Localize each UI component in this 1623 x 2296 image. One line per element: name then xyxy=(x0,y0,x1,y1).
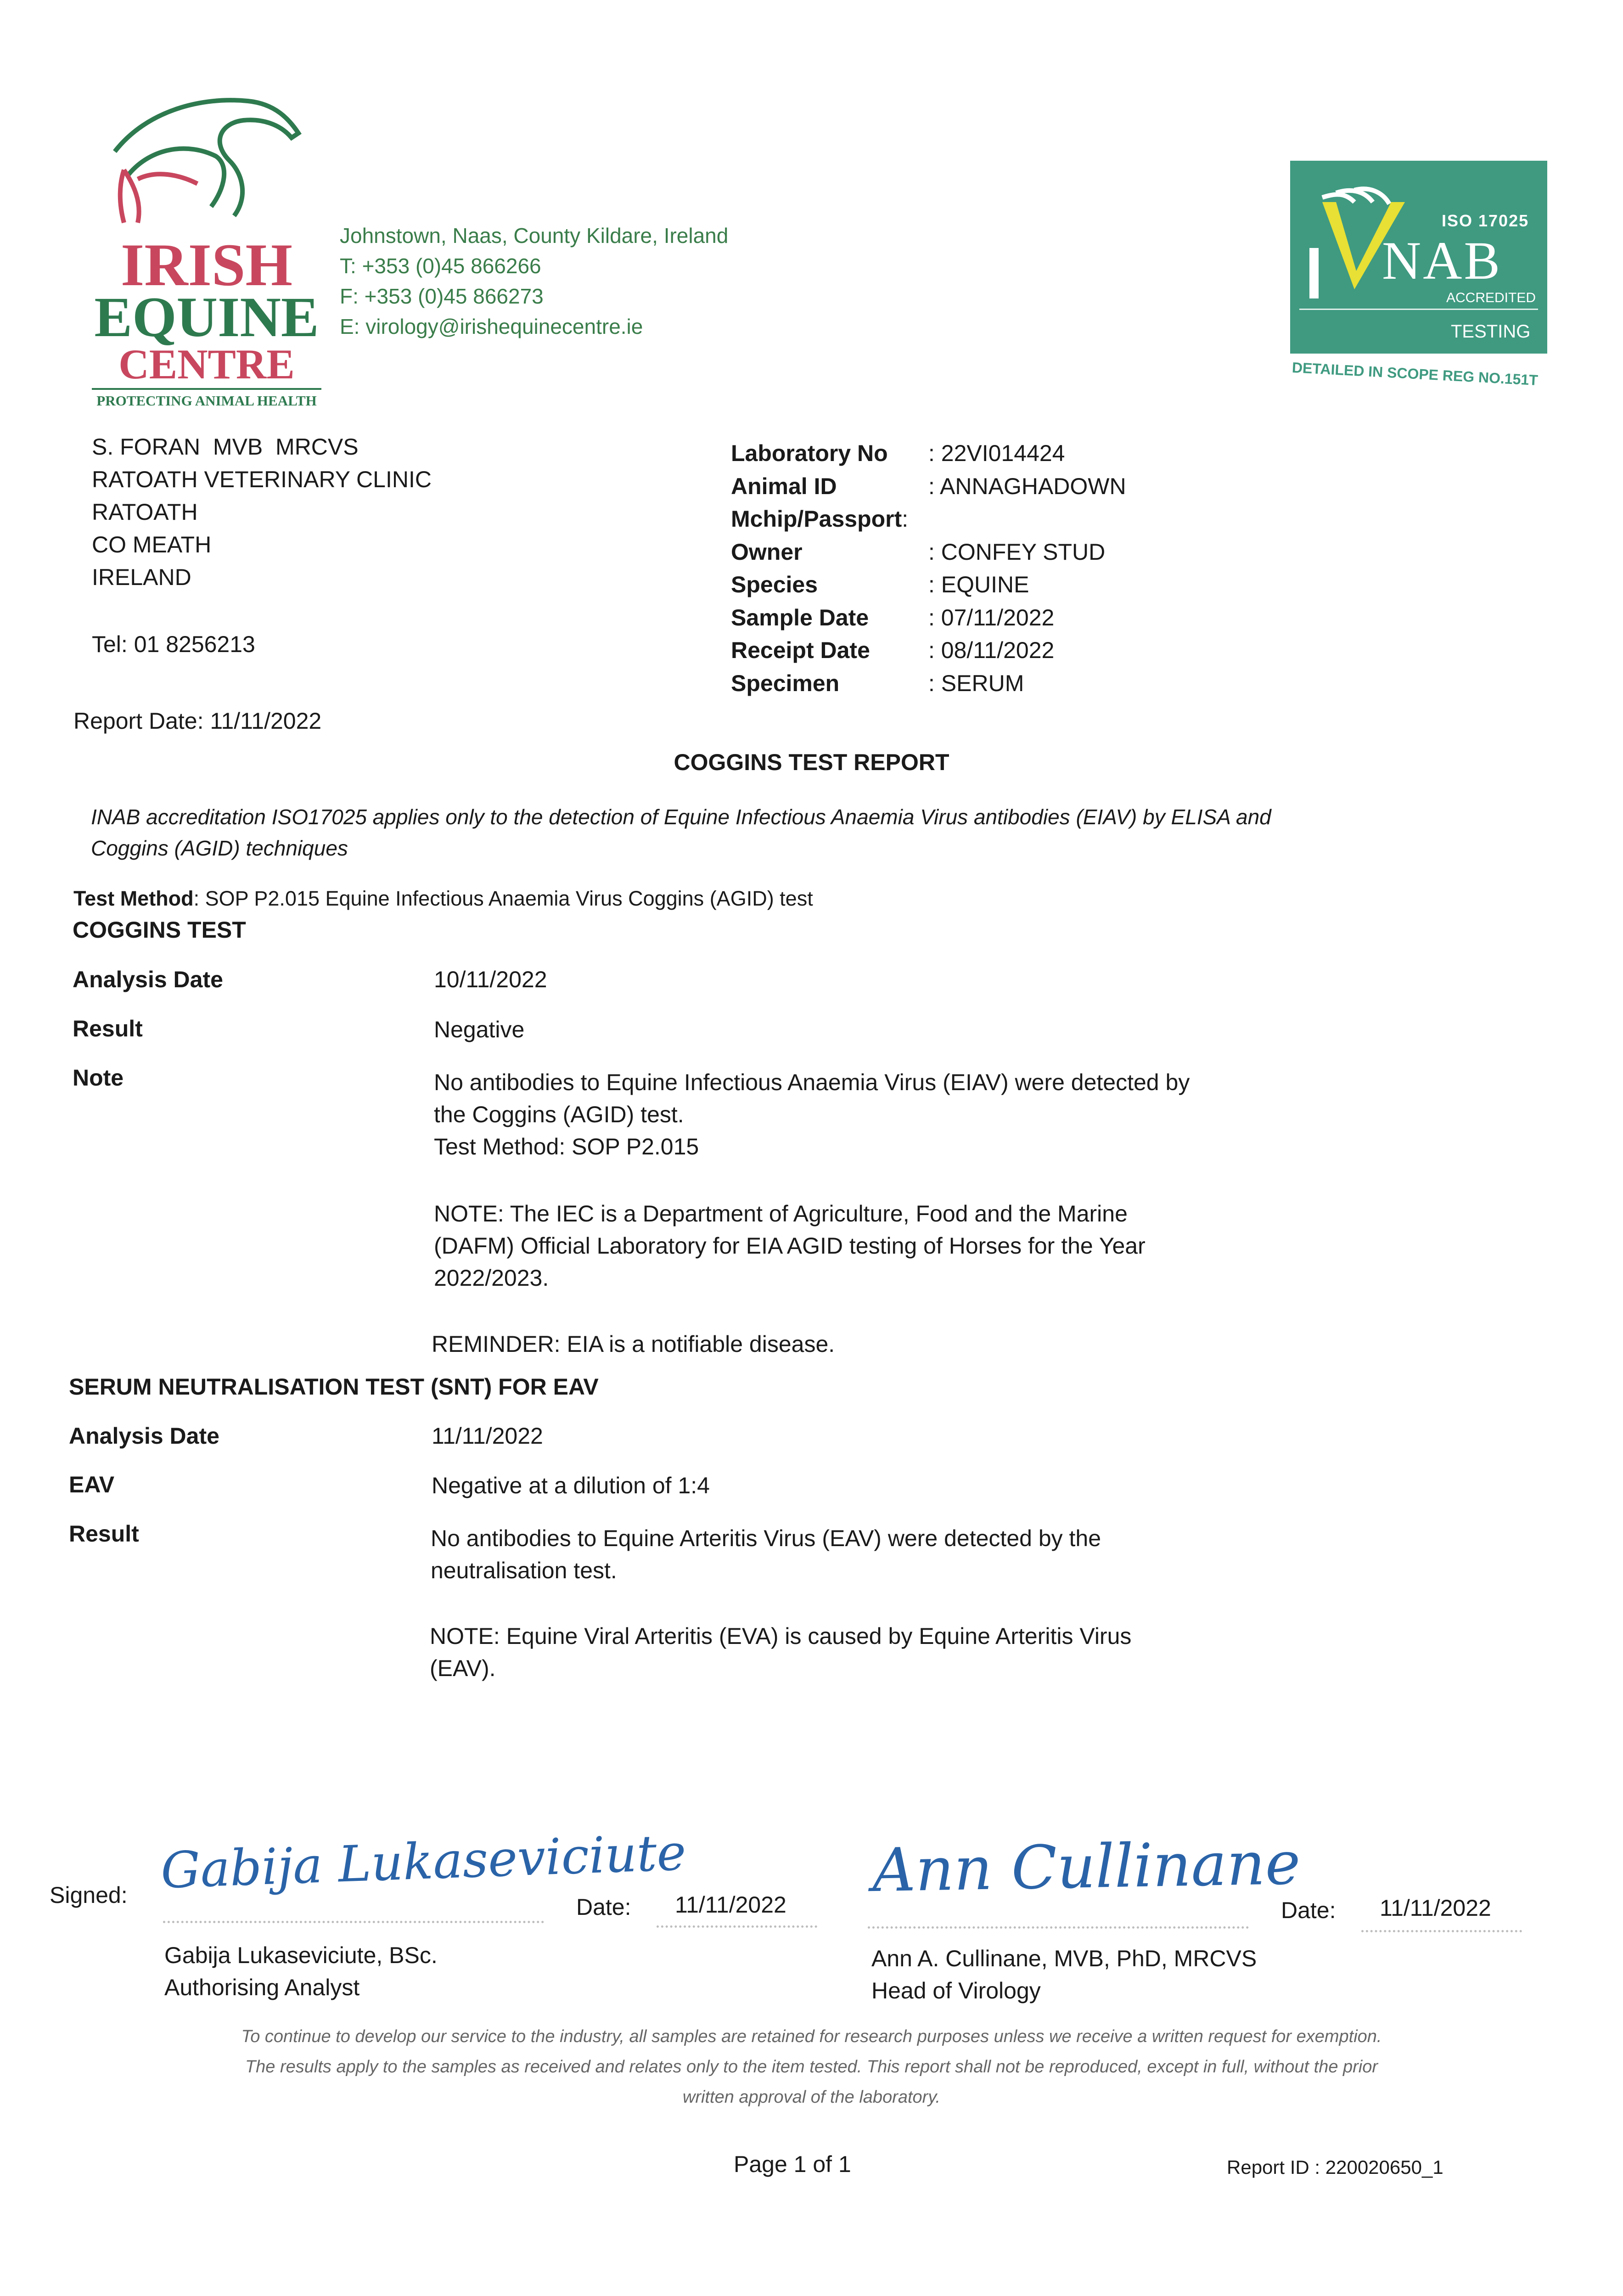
snt-result-text xyxy=(431,1522,1101,1587)
inab-nab: NAB xyxy=(1382,231,1502,291)
snt-result-line-1: No antibodies to Equine Arteritis Virus (EAV) were detected by the xyxy=(431,1525,1101,1551)
row-mchip xyxy=(731,503,1126,536)
signatory-2 xyxy=(871,1942,1257,2007)
value-animal-id: : ANNAGHADOWN xyxy=(928,473,1126,499)
signatory-1-name: Gabija Lukaseviciute, BSc. xyxy=(164,1942,438,1968)
page-number: Page 1 of 1 xyxy=(734,2151,851,2177)
inab-testing: TESTING xyxy=(1451,321,1531,342)
logo-word-irish: IRISH xyxy=(120,231,293,298)
test-method-value: : SOP P2.015 Equine Infectious Anaemia Virus Coggins (AGID) test xyxy=(193,887,813,910)
snt-heading: SERUM NEUTRALISATION TEST (SNT) FOR EAV xyxy=(69,1374,599,1400)
row-lab-no xyxy=(731,437,1126,470)
inab-iso: ISO 17025 xyxy=(1442,211,1529,230)
snt-note-line-1: NOTE: Equine Viral Arteritis (EVA) is caused by Equine Arteritis Virus xyxy=(430,1623,1132,1649)
test-method-label: Test Method xyxy=(73,887,194,910)
accreditation-note-line-2: Coggins (AGID) techniques xyxy=(91,836,348,860)
row-owner xyxy=(731,536,1126,569)
fax-prefix: F: xyxy=(340,284,359,308)
footer-line-2: The results apply to the samples as received and relates only to the item tested. This report shall not be reproduced, except in full, without the prior xyxy=(245,2057,1378,2077)
date-2-value: 11/11/2022 xyxy=(1380,1895,1491,1921)
value-lab-no: : 22VI014424 xyxy=(928,440,1065,466)
date-1-line xyxy=(657,1925,817,1928)
coggins-note-text xyxy=(434,1066,1190,1163)
accreditation-note-line-1: INAB accreditation ISO17025 applies only to the detection of Equine Infectious Anaemia Virus antibodies (EIAV) by ELISA and xyxy=(91,805,1271,829)
fax-value: +353 (0)45 866273 xyxy=(364,284,544,308)
coggins-note-line-2: the Coggins (AGID) test. xyxy=(434,1102,684,1127)
signatory-2-role: Head of Virology xyxy=(871,1978,1041,2003)
signatory-1-role: Authorising Analyst xyxy=(164,1975,360,2000)
coggins-note-line-1: No antibodies to Equine Infectious Anaemia Virus (EIAV) were detected by xyxy=(434,1069,1190,1095)
value-species: : EQUINE xyxy=(928,572,1029,597)
report-id: Report ID : 220020650_1 xyxy=(1227,2156,1443,2178)
snt-eav-label: EAV xyxy=(69,1472,115,1497)
date-1-label: Date: xyxy=(576,1894,631,1920)
coggins-dafm-note xyxy=(434,1198,1146,1294)
address-text: Johnstown, Naas, County Kildare, Ireland xyxy=(340,224,729,248)
recipient-line-4: CO MEATH xyxy=(92,532,212,557)
test-method-line xyxy=(73,884,813,913)
value-receipt-date: : 08/11/2022 xyxy=(928,637,1055,663)
email-value: virology@irishequinecentre.ie xyxy=(365,315,643,338)
logo-tagline: PROTECTING ANIMAL HEALTH xyxy=(96,393,317,409)
label-lab-no: Laboratory No xyxy=(731,440,888,466)
horse-head-icon xyxy=(110,92,312,225)
snt-analysis-label: Analysis Date xyxy=(69,1423,219,1449)
footer-line-3: written approval of the laboratory. xyxy=(682,2088,941,2107)
inab-rule xyxy=(1299,309,1538,310)
value-sample-date: : 07/11/2022 xyxy=(928,604,1055,630)
coggins-result-label: Result xyxy=(73,1016,143,1041)
row-animal-id xyxy=(731,470,1126,503)
coggins-heading: COGGINS TEST xyxy=(73,917,246,943)
label-species: Species xyxy=(731,572,818,597)
phone-value: +353 (0)45 866266 xyxy=(362,254,541,278)
value-specimen: : SERUM xyxy=(928,670,1024,696)
label-mchip: Mchip/Passport xyxy=(731,506,902,532)
email-prefix: E: xyxy=(340,315,360,338)
coggins-analysis-label: Analysis Date xyxy=(73,967,223,992)
snt-note-line-2: (EAV). xyxy=(430,1655,496,1681)
value-owner: : CONFEY STUD xyxy=(928,539,1106,565)
report-title: COGGINS TEST REPORT xyxy=(674,749,949,775)
logo-divider xyxy=(92,388,321,390)
snt-note xyxy=(430,1620,1131,1684)
snt-eav-value: Negative at a dilution of 1:4 xyxy=(432,1473,710,1498)
row-receipt-date xyxy=(731,634,1126,667)
snt-result-line-2: neutralisation test. xyxy=(431,1558,617,1583)
logo-word-centre: CENTRE xyxy=(118,341,295,388)
irish-equine-centre-logo xyxy=(83,92,331,409)
signature-1-line xyxy=(163,1921,544,1923)
signed-label: Signed: xyxy=(50,1882,128,1908)
row-sample-date xyxy=(731,602,1126,635)
coggins-reminder: REMINDER: EIA is a notifiable disease. xyxy=(432,1331,835,1357)
value-mchip: : xyxy=(902,506,909,532)
snt-analysis-value: 11/11/2022 xyxy=(432,1423,543,1449)
signature-2-image: Ann Cullinane xyxy=(871,1828,1301,1906)
footer-line-1: To continue to develop our service to the industry, all samples are retained for research purposes unless we receive a written request for exemption. xyxy=(241,2027,1382,2046)
recipient-address xyxy=(92,431,432,594)
row-specimen xyxy=(731,667,1126,700)
label-sample-date: Sample Date xyxy=(731,604,869,630)
recipient-line-3: RATOATH xyxy=(92,499,198,525)
label-owner: Owner xyxy=(731,539,803,565)
signature-2-line xyxy=(868,1926,1249,1929)
signature-1-image: Gabija Lukaseviciute xyxy=(160,1824,687,1900)
date-2-line xyxy=(1361,1930,1522,1932)
recipient-line-2: RATOATH VETERINARY CLINIC xyxy=(92,467,432,492)
sample-details xyxy=(731,437,1126,700)
phone-line xyxy=(340,251,728,281)
row-species xyxy=(731,568,1126,602)
inab-accredited: ACCREDITED xyxy=(1446,290,1536,305)
logo-word-equine: EQUINE xyxy=(94,286,319,349)
date-1-value: 11/11/2022 xyxy=(675,1892,786,1918)
label-animal-id: Animal ID xyxy=(731,473,837,499)
signatory-2-name: Ann A. Cullinane, MVB, PhD, MRCVS xyxy=(871,1946,1257,1971)
inab-scope: DETAILED IN SCOPE REG NO.151T xyxy=(1292,359,1539,389)
dafm-note-line-3: 2022/2023. xyxy=(434,1265,549,1291)
recipient-line-5: IRELAND xyxy=(92,564,191,590)
dafm-note-line-2: (DAFM) Official Laboratory for EIA AGID testing of Horses for the Year xyxy=(434,1233,1146,1259)
date-2-label: Date: xyxy=(1281,1897,1336,1923)
contact-block xyxy=(340,220,728,342)
signatory-1 xyxy=(164,1939,438,2003)
fax-line xyxy=(340,281,728,311)
inab-accreditation-badge xyxy=(1290,161,1547,354)
recipient-tel: Tel: 01 8256213 xyxy=(92,631,255,657)
label-specimen: Specimen xyxy=(731,670,840,696)
coggins-note-line-3: Test Method: SOP P2.015 xyxy=(434,1134,699,1159)
snt-result-label: Result xyxy=(69,1521,139,1547)
dafm-note-line-1: NOTE: The IEC is a Department of Agriculture, Food and the Marine xyxy=(434,1201,1128,1227)
report-date: Report Date: 11/11/2022 xyxy=(73,708,322,734)
coggins-note-label: Note xyxy=(73,1065,124,1091)
coggins-analysis-value: 10/11/2022 xyxy=(434,967,547,992)
recipient-line-1: S. FORAN MVB MRCVS xyxy=(92,434,359,460)
accreditation-note xyxy=(91,801,1271,864)
footer-disclaimer xyxy=(0,2021,1623,2112)
phone-prefix: T: xyxy=(340,254,356,278)
coggins-result-value: Negative xyxy=(434,1017,525,1042)
label-receipt-date: Receipt Date xyxy=(731,637,870,663)
email-line xyxy=(340,311,728,342)
